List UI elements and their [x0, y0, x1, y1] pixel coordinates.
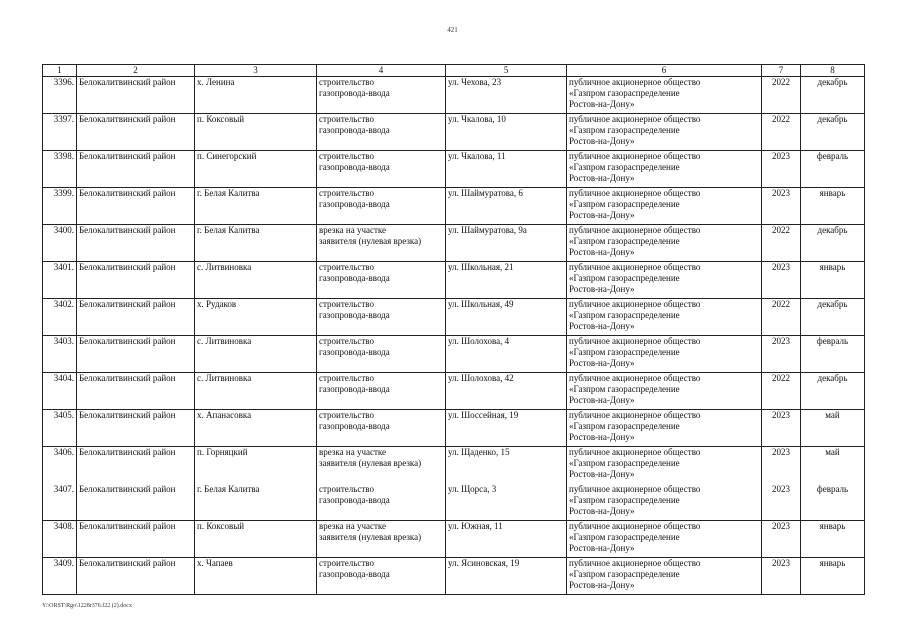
cell-year: 2023	[762, 151, 801, 188]
cell-address: ул. Школьная, 49	[446, 299, 567, 336]
cell-settlement: п. Коксовый	[195, 521, 317, 558]
table-body	[43, 77, 865, 595]
cell-month: декабрь	[801, 299, 865, 336]
cell-organization-line: «Газпром газораспределение	[569, 88, 680, 98]
cell-work-type-line: заявителя (нулевая врезка)	[319, 458, 422, 468]
cell-address: ул. Шолохова, 42	[446, 373, 567, 410]
cell-work-type	[317, 151, 446, 188]
cell-number: 3396.	[43, 77, 77, 114]
cell-year: 2022	[762, 373, 801, 410]
cell-organization-line: «Газпром газораспределение	[569, 347, 680, 357]
cell-district: Белокалитвинский район	[77, 373, 195, 410]
cell-month: май	[801, 447, 865, 484]
column-header-3: 3	[195, 65, 317, 77]
cell-organization-line: Ростов-на-Дону»	[569, 505, 635, 516]
cell-work-type-line: строительство	[319, 410, 374, 420]
table-row	[43, 151, 865, 188]
cell-month: декабрь	[801, 225, 865, 262]
cell-address: ул. Щаденко, 15	[446, 447, 567, 484]
cell-address: ул. Шоссейная, 19	[446, 410, 567, 447]
cell-address: ул. Щорса, 3	[446, 484, 567, 521]
table-row	[43, 188, 865, 225]
cell-work-type	[317, 114, 446, 151]
cell-number: 3403.	[43, 336, 77, 373]
cell-organization	[567, 521, 762, 558]
cell-organization-line: публичное акционерное общество	[569, 151, 701, 161]
cell-work-type-line: строительство	[319, 336, 374, 346]
cell-district: Белокалитвинский район	[77, 484, 195, 521]
cell-work-type	[317, 447, 446, 484]
cell-work-type-line: газопровода-ввода	[319, 384, 390, 394]
cell-settlement: г. Белая Калитва	[195, 225, 317, 262]
cell-year: 2022	[762, 114, 801, 151]
cell-organization	[567, 558, 762, 595]
column-header-6: 6	[567, 65, 762, 77]
cell-organization-line: «Газпром газораспределение	[569, 569, 680, 579]
cell-settlement: х. Рудаков	[195, 299, 317, 336]
cell-organization	[567, 484, 762, 521]
cell-district: Белокалитвинский район	[77, 336, 195, 373]
cell-work-type	[317, 299, 446, 336]
cell-organization-line: Ростов-на-Дону»	[569, 136, 635, 146]
cell-address: ул. Шаймуратова, 6	[446, 188, 567, 225]
table-header	[43, 65, 865, 77]
cell-organization-line: Ростов-на-Дону»	[569, 432, 635, 442]
cell-settlement: х. Чапаев	[195, 558, 317, 595]
column-header-8: 8	[801, 65, 865, 77]
cell-address: ул. Чкалова, 11	[446, 151, 567, 188]
cell-organization-line: публичное акционерное общество	[569, 410, 701, 420]
cell-organization-line: Ростов-на-Дону»	[569, 284, 635, 294]
cell-number: 3400.	[43, 225, 77, 262]
cell-organization	[567, 336, 762, 373]
cell-work-type	[317, 410, 446, 447]
cell-organization-line: Ростов-на-Дону»	[569, 210, 635, 220]
cell-work-type-line: газопровода-ввода	[319, 569, 390, 579]
cell-district: Белокалитвинский район	[77, 262, 195, 299]
cell-work-type-line: газопровода-ввода	[319, 347, 390, 357]
cell-organization-line: «Газпром газораспределение	[569, 273, 680, 283]
cell-organization	[567, 151, 762, 188]
cell-organization	[567, 299, 762, 336]
cell-work-type	[317, 225, 446, 262]
cell-month: февраль	[801, 484, 865, 521]
column-header-4: 4	[317, 65, 446, 77]
cell-address: ул. Шолохова, 4	[446, 336, 567, 373]
cell-organization	[567, 225, 762, 262]
cell-work-type	[317, 188, 446, 225]
cell-work-type-line: врезка на участке	[319, 447, 387, 457]
cell-organization-line: Ростов-на-Дону»	[569, 395, 635, 405]
cell-organization-line: публичное акционерное общество	[569, 521, 701, 531]
table-row	[43, 262, 865, 299]
column-header-2: 2	[77, 65, 195, 77]
table-row	[43, 114, 865, 151]
cell-work-type-line: врезка на участке	[319, 521, 387, 531]
cell-year: 2022	[762, 77, 801, 114]
cell-settlement: г. Белая Калитва	[195, 484, 317, 521]
cell-organization-line: «Газпром газораспределение	[569, 125, 680, 135]
cell-work-type	[317, 336, 446, 373]
table-row	[43, 521, 865, 558]
cell-year: 2023	[762, 447, 801, 484]
cell-work-type-line: заявителя (нулевая врезка)	[319, 532, 422, 542]
cell-district: Белокалитвинский район	[77, 77, 195, 114]
column-header-7: 7	[762, 65, 801, 77]
cell-month: январь	[801, 262, 865, 299]
cell-year: 2023	[762, 410, 801, 447]
cell-district: Белокалитвинский район	[77, 521, 195, 558]
cell-work-type-line: газопровода-ввода	[319, 125, 390, 135]
cell-organization	[567, 373, 762, 410]
cell-month: май	[801, 410, 865, 447]
column-header-1: 1	[43, 65, 77, 77]
cell-organization	[567, 114, 762, 151]
table-row	[43, 77, 865, 114]
cell-organization-line: публичное акционерное общество	[569, 114, 701, 124]
cell-work-type-line: газопровода-ввода	[319, 310, 390, 320]
cell-work-type-line: газопровода-ввода	[319, 88, 390, 98]
cell-address: ул. Шаймуратова, 9а	[446, 225, 567, 262]
cell-month: январь	[801, 521, 865, 558]
cell-number: 3399.	[43, 188, 77, 225]
cell-work-type-line: строительство	[319, 483, 374, 494]
cell-settlement: с. Литвиновка	[195, 373, 317, 410]
cell-work-type-line: газопровода-ввода	[319, 421, 390, 431]
registry-table	[42, 64, 865, 595]
cell-organization	[567, 262, 762, 299]
cell-settlement: п. Коксовый	[195, 114, 317, 151]
cell-organization-line: «Газпром газораспределение	[569, 494, 680, 505]
cell-number: 3405.	[43, 410, 77, 447]
cell-year: 2023	[762, 558, 801, 595]
cell-work-type-line: строительство	[319, 188, 374, 198]
cell-organization-line: публичное акционерное общество	[569, 77, 701, 87]
cell-organization-line: «Газпром газораспределение	[569, 310, 680, 320]
cell-organization-line: «Газпром газораспределение	[569, 532, 680, 542]
cell-month: декабрь	[801, 77, 865, 114]
cell-address: ул. Школьная, 21	[446, 262, 567, 299]
cell-district: Белокалитвинский район	[77, 225, 195, 262]
cell-address: ул. Ясиновская, 19	[446, 558, 567, 595]
cell-month: декабрь	[801, 114, 865, 151]
cell-year: 2023	[762, 262, 801, 299]
cell-year: 2022	[762, 225, 801, 262]
cell-organization-line: публичное акционерное общество	[569, 188, 701, 198]
cell-organization-line: Ростов-на-Дону»	[569, 358, 635, 368]
column-header-5: 5	[446, 65, 567, 77]
cell-organization	[567, 77, 762, 114]
cell-work-type	[317, 262, 446, 299]
cell-organization-line: Ростов-на-Дону»	[569, 543, 635, 553]
cell-settlement: х. Ленина	[195, 77, 317, 114]
cell-year: 2023	[762, 484, 801, 521]
cell-settlement: с. Литвиновка	[195, 262, 317, 299]
cell-month: январь	[801, 188, 865, 225]
cell-number: 3401.	[43, 262, 77, 299]
cell-district: Белокалитвинский район	[77, 410, 195, 447]
cell-work-type-line: строительство	[319, 299, 374, 309]
table-row	[43, 484, 865, 521]
header-row	[43, 65, 865, 77]
cell-organization-line: «Газпром газораспределение	[569, 162, 680, 172]
cell-number: 3402.	[43, 299, 77, 336]
cell-organization-line: публичное акционерное общество	[569, 447, 701, 457]
cell-number: 3407.	[43, 484, 77, 521]
cell-work-type	[317, 373, 446, 410]
cell-organization-line: «Газпром газораспределение	[569, 458, 680, 468]
cell-district: Белокалитвинский район	[77, 114, 195, 151]
cell-organization-line: публичное акционерное общество	[569, 262, 701, 272]
cell-month: февраль	[801, 151, 865, 188]
cell-month: январь	[801, 558, 865, 595]
cell-organization-line: публичное акционерное общество	[569, 336, 701, 346]
cell-organization-line: «Газпром газораспределение	[569, 236, 680, 246]
cell-year: 2022	[762, 299, 801, 336]
cell-number: 3397.	[43, 114, 77, 151]
cell-organization	[567, 410, 762, 447]
cell-work-type-line: строительство	[319, 77, 374, 87]
cell-month: декабрь	[801, 373, 865, 410]
cell-number: 3408.	[43, 521, 77, 558]
cell-number: 3406.	[43, 447, 77, 484]
cell-organization-line: Ростов-на-Дону»	[569, 173, 635, 183]
cell-number: 3404.	[43, 373, 77, 410]
cell-organization-line: Ростов-на-Дону»	[569, 321, 635, 331]
cell-work-type-line: газопровода-ввода	[319, 494, 390, 505]
cell-district: Белокалитвинский район	[77, 188, 195, 225]
cell-organization-line: «Газпром газораспределение	[569, 199, 680, 209]
cell-work-type-line: строительство	[319, 373, 374, 383]
cell-organization-line: Ростов-на-Дону»	[569, 469, 635, 479]
cell-settlement: п. Синегорский	[195, 151, 317, 188]
table-row	[43, 299, 865, 336]
cell-work-type-line: строительство	[319, 262, 374, 272]
cell-year: 2023	[762, 336, 801, 373]
cell-organization-line: Ростов-на-Дону»	[569, 580, 635, 590]
cell-work-type	[317, 558, 446, 595]
cell-organization-line: «Газпром газораспределение	[569, 384, 680, 394]
table-row	[43, 410, 865, 447]
cell-organization	[567, 447, 762, 484]
table-row	[43, 558, 865, 595]
cell-district: Белокалитвинский район	[77, 151, 195, 188]
cell-organization-line: Ростов-на-Дону»	[569, 247, 635, 257]
table-row	[43, 373, 865, 410]
cell-work-type	[317, 521, 446, 558]
cell-work-type	[317, 77, 446, 114]
cell-district: Белокалитвинский район	[77, 558, 195, 595]
cell-organization	[567, 188, 762, 225]
cell-address: ул. Чехова, 23	[446, 77, 567, 114]
page-number: 421	[447, 26, 458, 34]
cell-organization-line: публичное акционерное общество	[569, 558, 701, 568]
table-row	[43, 336, 865, 373]
cell-work-type-line: строительство	[319, 151, 374, 161]
cell-organization-line: публичное акционерное общество	[569, 299, 701, 309]
cell-address: ул. Южная, 11	[446, 521, 567, 558]
cell-work-type-line: газопровода-ввода	[319, 162, 390, 172]
cell-month: февраль	[801, 336, 865, 373]
table-row	[43, 225, 865, 262]
cell-organization-line: публичное акционерное общество	[569, 225, 701, 235]
cell-work-type	[317, 484, 446, 521]
cell-organization-line: Ростов-на-Дону»	[569, 99, 635, 109]
table-row	[43, 447, 865, 484]
cell-organization-line: «Газпром газораспределение	[569, 421, 680, 431]
cell-settlement: п. Горняцкий	[195, 447, 317, 484]
cell-work-type-line: строительство	[319, 558, 374, 568]
cell-work-type-line: газопровода-ввода	[319, 199, 390, 209]
cell-number: 3409.	[43, 558, 77, 595]
cell-organization-line: публичное акционерное общество	[569, 483, 701, 494]
cell-settlement: г. Белая Калитва	[195, 188, 317, 225]
cell-address: ул. Чкалова, 10	[446, 114, 567, 151]
cell-district: Белокалитвинский район	[77, 299, 195, 336]
cell-number: 3398.	[43, 151, 77, 188]
cell-year: 2023	[762, 188, 801, 225]
cell-year: 2023	[762, 521, 801, 558]
cell-organization-line: публичное акционерное общество	[569, 373, 701, 383]
footer-file-path: Y:\ORST\Rgo\1228r376.f22 (2).docx	[42, 603, 132, 609]
cell-district: Белокалитвинский район	[77, 447, 195, 484]
cell-work-type-line: газопровода-ввода	[319, 273, 390, 283]
cell-work-type-line: врезка на участке	[319, 225, 387, 235]
cell-settlement: х. Апанасовка	[195, 410, 317, 447]
cell-settlement: с. Литвиновка	[195, 336, 317, 373]
cell-work-type-line: заявителя (нулевая врезка)	[319, 236, 422, 246]
cell-work-type-line: строительство	[319, 114, 374, 124]
